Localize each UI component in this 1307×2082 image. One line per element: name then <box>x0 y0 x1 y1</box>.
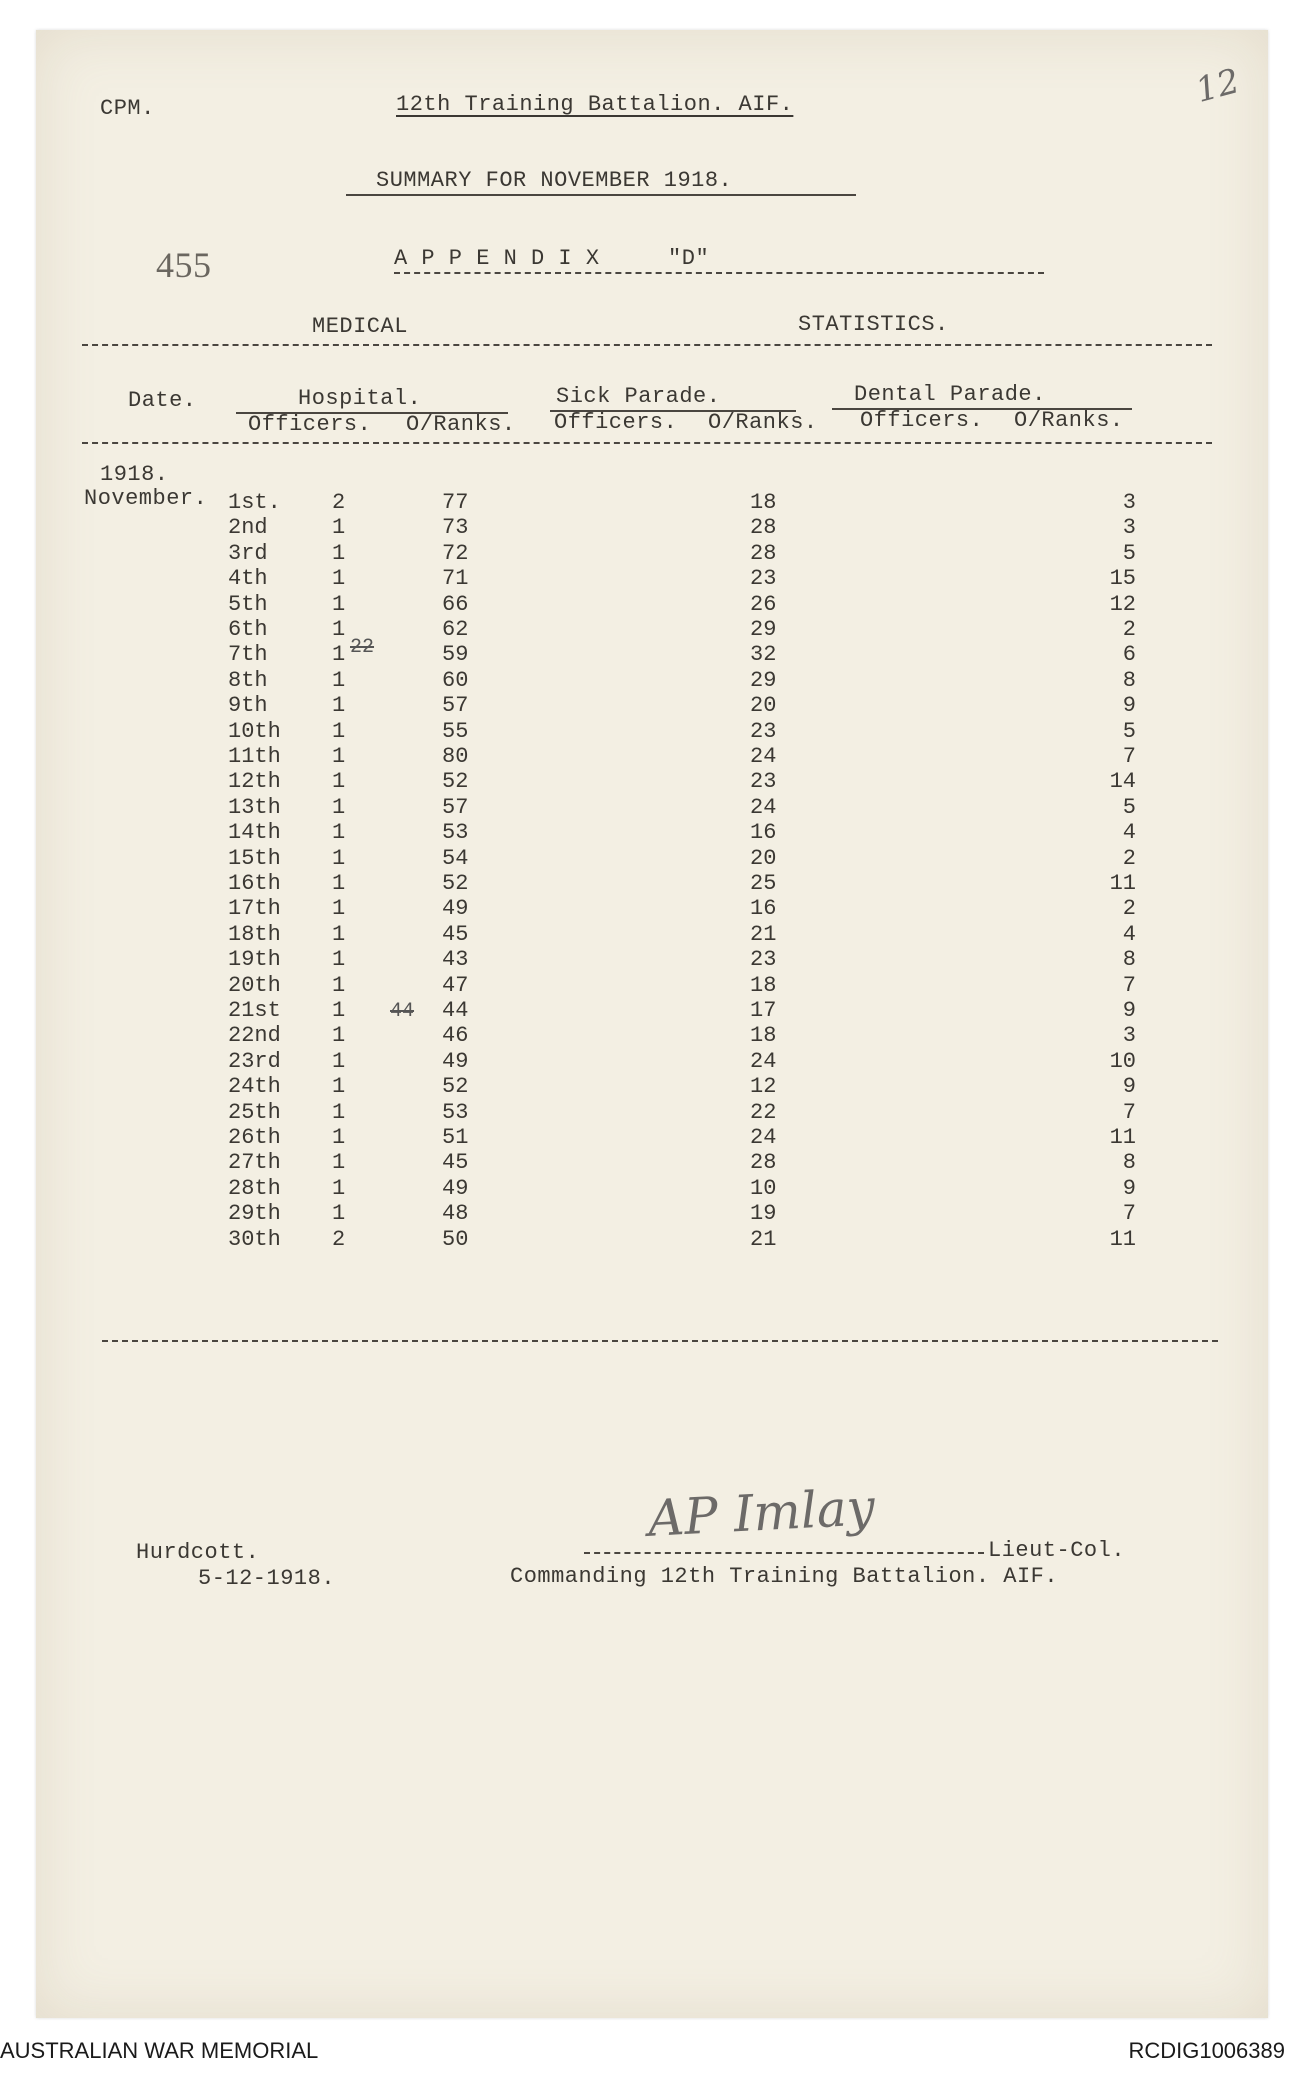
row-dental-other-ranks: 9 <box>1122 1175 1136 1201</box>
row-dental-other-ranks: 7 <box>1122 1099 1136 1125</box>
row-hospital-other-ranks: 49 <box>442 896 469 922</box>
table-row <box>36 871 1268 896</box>
unit-title: 12th Training Battalion. AIF. <box>396 92 794 117</box>
row-day: 28th <box>228 1175 281 1201</box>
row-dental-other-ranks: 5 <box>1122 794 1136 820</box>
row-day: 4th <box>228 566 268 592</box>
row-day: 1st. <box>228 490 281 515</box>
row-hospital-other-ranks: 50 <box>442 1226 469 1252</box>
row-sick-other-ranks: 16 <box>750 820 777 846</box>
col-hospital: Hospital. <box>298 386 422 411</box>
row-sick-other-ranks: 21 <box>750 1226 777 1252</box>
signature-rank: Lieut-Col. <box>988 1538 1126 1563</box>
row-dental-other-ranks: 9 <box>1122 1074 1136 1100</box>
col-date: Date. <box>128 388 197 413</box>
table-row <box>36 617 1268 642</box>
dental-officers: Officers. <box>860 408 984 433</box>
row-hospital-officers: 1 <box>332 820 346 846</box>
table-row <box>36 1125 1268 1150</box>
row-sick-other-ranks: 24 <box>750 794 777 820</box>
row-day: 10th <box>228 718 281 744</box>
row-day: 16th <box>228 871 281 896</box>
row-hospital-other-ranks: 45 <box>442 1150 469 1176</box>
row-sick-other-ranks: 17 <box>750 998 777 1023</box>
row-day: 20th <box>228 972 281 998</box>
row-sick-other-ranks: 10 <box>750 1175 777 1201</box>
table-row <box>36 973 1268 998</box>
row-hospital-other-ranks: 57 <box>442 794 469 820</box>
document-code: CPM. <box>100 96 155 121</box>
row-hospital-other-ranks: 53 <box>442 1099 469 1125</box>
row-hospital-other-ranks: 77 <box>442 490 469 515</box>
row-day: 7th <box>228 642 268 668</box>
row-hospital-officers: 1 <box>332 972 346 998</box>
row-sick-other-ranks: 23 <box>750 566 777 592</box>
strike-7th: 22 <box>350 636 375 659</box>
row-hospital-other-ranks: 49 <box>442 1175 469 1201</box>
row-day: 29th <box>228 1201 281 1227</box>
row-sick-other-ranks: 18 <box>750 972 777 998</box>
table-year: 1918. <box>100 462 169 487</box>
row-sick-other-ranks: 28 <box>750 540 777 566</box>
row-day: 12th <box>228 769 281 795</box>
dental-other-ranks: O/Ranks. <box>1014 408 1124 433</box>
row-day: 17th <box>228 896 281 922</box>
row-hospital-officers: 1 <box>332 1201 346 1227</box>
row-sick-other-ranks: 24 <box>750 1048 777 1074</box>
row-day: 19th <box>228 947 281 973</box>
section-statistics: STATISTICS. <box>798 312 949 337</box>
signature-place: Hurdcott. <box>136 1540 260 1565</box>
sick-other-ranks: O/Ranks. <box>708 410 818 435</box>
row-hospital-officers: 1 <box>332 515 346 541</box>
table-month: November. <box>84 486 208 511</box>
table-row <box>36 668 1268 693</box>
header-rule <box>82 442 1212 444</box>
sick-officers: Officers. <box>554 410 678 435</box>
row-dental-other-ranks: 4 <box>1122 921 1136 947</box>
row-hospital-officers: 1 <box>332 642 346 668</box>
row-dental-other-ranks: 8 <box>1122 1150 1136 1176</box>
row-hospital-other-ranks: 66 <box>442 591 469 617</box>
row-dental-other-ranks: 8 <box>1122 667 1136 693</box>
table-row <box>36 769 1268 794</box>
row-hospital-officers: 1 <box>332 1048 346 1074</box>
row-dental-other-ranks: 9 <box>1122 998 1136 1023</box>
table-row <box>36 515 1268 540</box>
signature-date: 5-12-1918. <box>198 1566 336 1591</box>
row-dental-other-ranks: 10 <box>1109 1048 1136 1074</box>
row-hospital-officers: 1 <box>332 1150 346 1176</box>
row-day: 2nd <box>228 515 268 541</box>
footer-source: AUSTRALIAN WAR MEMORIAL <box>0 2038 319 2063</box>
table-row <box>36 1201 1268 1226</box>
folio-number: 455 <box>156 245 212 285</box>
row-hospital-other-ranks: 44 <box>442 998 469 1023</box>
row-sick-other-ranks: 24 <box>750 1125 777 1150</box>
row-hospital-officers: 1 <box>332 1175 346 1201</box>
table-row <box>36 1100 1268 1125</box>
row-hospital-officers: 1 <box>332 998 346 1023</box>
table-row <box>36 846 1268 871</box>
row-day: 11th <box>228 744 281 769</box>
row-dental-other-ranks: 7 <box>1122 1201 1136 1227</box>
row-hospital-officers: 1 <box>332 1074 346 1100</box>
table-row <box>36 1023 1268 1048</box>
row-sick-other-ranks: 20 <box>750 693 777 719</box>
row-hospital-officers: 2 <box>332 490 346 515</box>
row-hospital-other-ranks: 49 <box>442 1048 469 1074</box>
row-day: 25th <box>228 1099 281 1125</box>
row-hospital-other-ranks: 47 <box>442 972 469 998</box>
row-hospital-officers: 1 <box>332 896 346 922</box>
row-dental-other-ranks: 14 <box>1109 769 1136 795</box>
row-hospital-officers: 1 <box>332 1125 346 1150</box>
document-sheet <box>36 30 1268 2018</box>
table-row <box>36 998 1268 1023</box>
row-sick-other-ranks: 23 <box>750 769 777 795</box>
row-hospital-officers: 1 <box>332 591 346 617</box>
table-row <box>36 1074 1268 1099</box>
summary-title: SUMMARY FOR NOVEMBER 1918. <box>376 168 733 193</box>
row-dental-other-ranks: 8 <box>1122 947 1136 973</box>
row-hospital-other-ranks: 48 <box>442 1201 469 1227</box>
row-hospital-officers: 1 <box>332 667 346 693</box>
row-hospital-other-ranks: 54 <box>442 845 469 871</box>
row-dental-other-ranks: 2 <box>1122 896 1136 922</box>
table-row <box>36 1150 1268 1175</box>
row-day: 6th <box>228 617 268 642</box>
row-dental-other-ranks: 2 <box>1122 845 1136 871</box>
hospital-officers: Officers. <box>248 412 372 437</box>
row-hospital-other-ranks: 80 <box>442 744 469 769</box>
row-dental-other-ranks: 4 <box>1122 820 1136 846</box>
signature-command: Commanding 12th Training Battalion. AIF. <box>510 1564 1059 1589</box>
table-row <box>36 642 1268 667</box>
row-sick-other-ranks: 23 <box>750 947 777 973</box>
appendix-underline <box>394 272 1044 274</box>
row-hospital-other-ranks: 62 <box>442 617 469 642</box>
row-day: 3rd <box>228 540 268 566</box>
row-sick-other-ranks: 12 <box>750 1074 777 1100</box>
row-day: 30th <box>228 1226 281 1252</box>
row-day: 21st <box>228 998 281 1023</box>
table-row <box>36 820 1268 845</box>
corner-mark: 12 <box>1191 61 1244 111</box>
row-dental-other-ranks: 6 <box>1122 642 1136 668</box>
row-day: 23rd <box>228 1048 281 1074</box>
table-row <box>36 744 1268 769</box>
row-dental-other-ranks: 7 <box>1122 972 1136 998</box>
row-hospital-officers: 1 <box>332 693 346 719</box>
row-sick-other-ranks: 25 <box>750 871 777 896</box>
row-hospital-other-ranks: 43 <box>442 947 469 973</box>
row-hospital-officers: 1 <box>332 794 346 820</box>
row-dental-other-ranks: 5 <box>1122 718 1136 744</box>
row-sick-other-ranks: 32 <box>750 642 777 668</box>
table-row <box>36 795 1268 820</box>
row-hospital-other-ranks: 52 <box>442 1074 469 1100</box>
row-hospital-officers: 1 <box>332 769 346 795</box>
row-day: 9th <box>228 693 268 719</box>
row-day: 24th <box>228 1074 281 1100</box>
strike-21st: 44 <box>390 1000 415 1023</box>
row-hospital-officers: 1 <box>332 540 346 566</box>
row-sick-other-ranks: 29 <box>750 667 777 693</box>
table-row <box>36 541 1268 566</box>
row-sick-other-ranks: 20 <box>750 845 777 871</box>
row-hospital-officers: 1 <box>332 871 346 896</box>
footer-id: RCDIG1006389 <box>1128 2038 1285 2063</box>
row-hospital-officers: 1 <box>332 617 346 642</box>
row-hospital-officers: 1 <box>332 845 346 871</box>
row-dental-other-ranks: 11 <box>1109 871 1136 896</box>
table-row <box>36 592 1268 617</box>
row-sick-other-ranks: 18 <box>750 490 777 515</box>
row-hospital-other-ranks: 73 <box>442 515 469 541</box>
row-dental-other-ranks: 12 <box>1109 591 1136 617</box>
row-hospital-officers: 1 <box>332 947 346 973</box>
row-day: 27th <box>228 1150 281 1176</box>
section-rule <box>82 344 1212 346</box>
row-dental-other-ranks: 3 <box>1122 515 1136 541</box>
table-row <box>36 566 1268 591</box>
table-end-rule <box>102 1340 1218 1342</box>
row-sick-other-ranks: 19 <box>750 1201 777 1227</box>
table-row <box>36 947 1268 972</box>
row-dental-other-ranks: 2 <box>1122 617 1136 642</box>
row-sick-other-ranks: 16 <box>750 896 777 922</box>
row-dental-other-ranks: 3 <box>1122 490 1136 515</box>
row-hospital-officers: 1 <box>332 921 346 947</box>
row-sick-other-ranks: 18 <box>750 1023 777 1049</box>
row-day: 18th <box>228 921 281 947</box>
row-hospital-other-ranks: 46 <box>442 1023 469 1049</box>
row-hospital-officers: 2 <box>332 1226 346 1252</box>
row-day: 13th <box>228 794 281 820</box>
row-hospital-other-ranks: 51 <box>442 1125 469 1150</box>
row-day: 15th <box>228 845 281 871</box>
row-day: 8th <box>228 667 268 693</box>
row-hospital-other-ranks: 72 <box>442 540 469 566</box>
row-dental-other-ranks: 3 <box>1122 1023 1136 1049</box>
table-row <box>36 1049 1268 1074</box>
row-sick-other-ranks: 24 <box>750 744 777 769</box>
row-hospital-other-ranks: 52 <box>442 871 469 896</box>
col-sick-parade: Sick Parade. <box>556 384 721 409</box>
row-day: 22nd <box>228 1023 281 1049</box>
table-row <box>36 1227 1268 1252</box>
row-sick-other-ranks: 22 <box>750 1099 777 1125</box>
handwritten-signature: AP Imlay <box>646 1478 877 1548</box>
row-day: 5th <box>228 591 268 617</box>
row-hospital-other-ranks: 55 <box>442 718 469 744</box>
table-row <box>36 922 1268 947</box>
signature-line <box>584 1552 984 1554</box>
row-sick-other-ranks: 29 <box>750 617 777 642</box>
row-hospital-officers: 1 <box>332 1099 346 1125</box>
row-sick-other-ranks: 26 <box>750 591 777 617</box>
row-hospital-other-ranks: 60 <box>442 667 469 693</box>
table-row <box>36 896 1268 921</box>
hospital-other-ranks: O/Ranks. <box>406 412 516 437</box>
appendix-title: A P P E N D I X "D" <box>394 246 710 271</box>
row-hospital-other-ranks: 57 <box>442 693 469 719</box>
row-dental-other-ranks: 5 <box>1122 540 1136 566</box>
row-sick-other-ranks: 23 <box>750 718 777 744</box>
row-hospital-officers: 1 <box>332 566 346 592</box>
row-hospital-officers: 1 <box>332 1023 346 1049</box>
row-day: 26th <box>228 1125 281 1150</box>
table-row <box>36 490 1268 515</box>
row-sick-other-ranks: 28 <box>750 1150 777 1176</box>
row-dental-other-ranks: 11 <box>1109 1125 1136 1150</box>
table-row <box>36 693 1268 718</box>
row-hospital-other-ranks: 71 <box>442 566 469 592</box>
row-hospital-other-ranks: 59 <box>442 642 469 668</box>
section-medical: MEDICAL <box>312 314 408 339</box>
row-hospital-other-ranks: 45 <box>442 921 469 947</box>
row-hospital-officers: 1 <box>332 718 346 744</box>
row-day: 14th <box>228 820 281 846</box>
table-row <box>36 719 1268 744</box>
row-hospital-officers: 1 <box>332 744 346 769</box>
row-hospital-other-ranks: 53 <box>442 820 469 846</box>
table-row <box>36 1176 1268 1201</box>
summary-underline <box>346 194 856 196</box>
row-dental-other-ranks: 9 <box>1122 693 1136 719</box>
row-sick-other-ranks: 28 <box>750 515 777 541</box>
row-dental-other-ranks: 15 <box>1109 566 1136 592</box>
row-sick-other-ranks: 21 <box>750 921 777 947</box>
row-dental-other-ranks: 7 <box>1122 744 1136 769</box>
col-dental-parade: Dental Parade. <box>854 382 1046 407</box>
row-hospital-other-ranks: 52 <box>442 769 469 795</box>
row-dental-other-ranks: 11 <box>1109 1226 1136 1252</box>
